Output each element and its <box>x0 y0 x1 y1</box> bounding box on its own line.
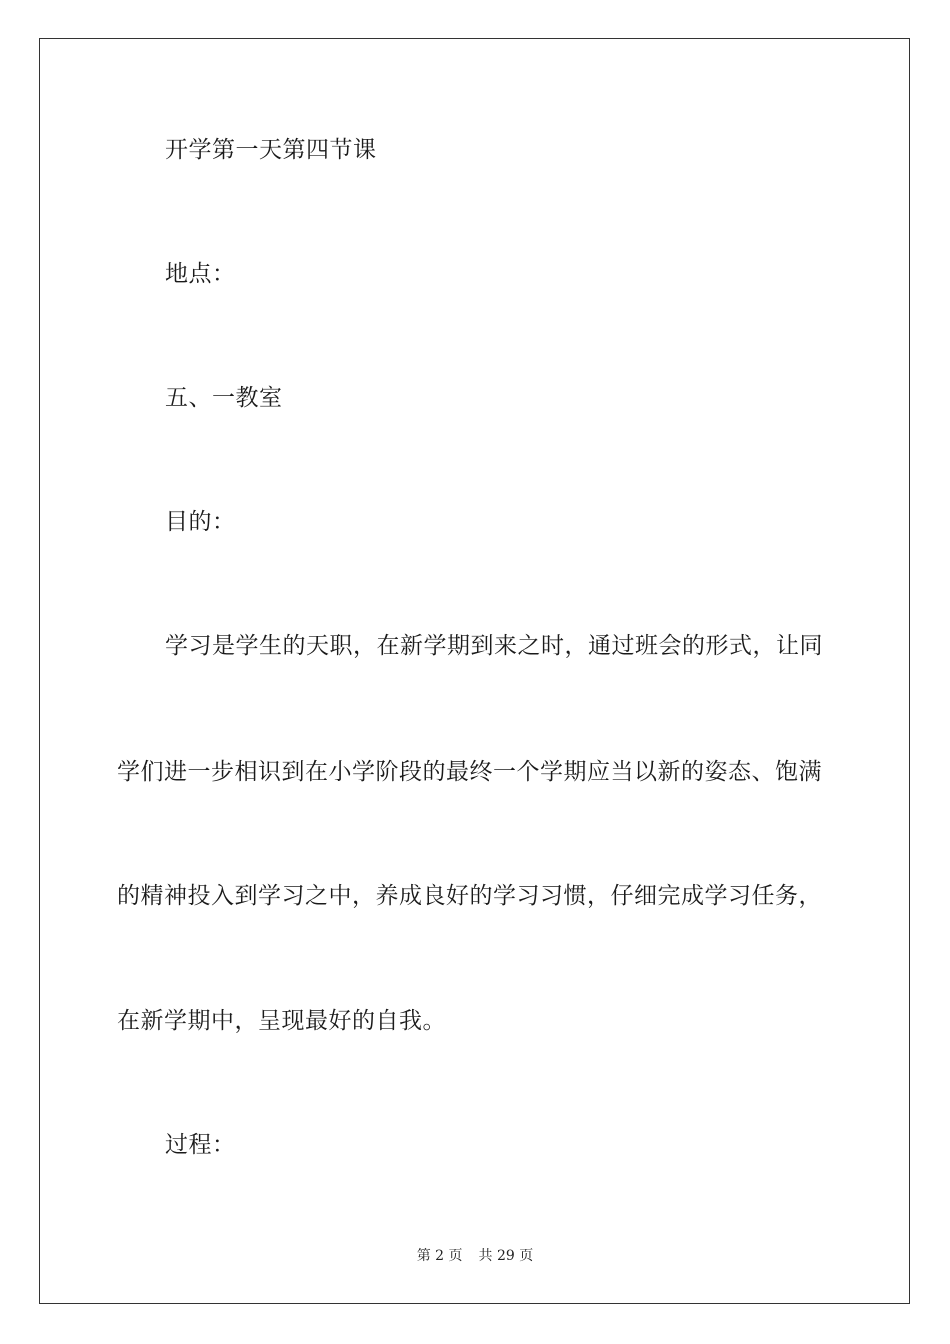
paragraph-process-label: 过程： <box>165 1132 236 1158</box>
paragraph-purpose-line-4: 在新学期中，呈现最好的自我。 <box>117 1008 446 1034</box>
paragraph-purpose-label: 目的： <box>165 509 236 535</box>
paragraph-time: 开学第一天第四节课 <box>165 137 377 163</box>
paragraph-location-label: 地点： <box>165 261 236 287</box>
page-number: 第 2 页 <box>416 1248 463 1264</box>
page-border <box>39 38 910 1304</box>
paragraph-purpose-line-3: 的精神投入到学习之中，养成良好的学习习惯，仔细完成学习任务， <box>117 883 822 909</box>
total-pages: 共 29 页 <box>478 1248 534 1264</box>
page-footer <box>0 1246 950 1266</box>
paragraph-purpose-line-1: 学习是学生的天职，在新学期到来之时，通过班会的形式，让同 <box>165 633 823 659</box>
paragraph-purpose-line-2: 学们进一步相识到在小学阶段的最终一个学期应当以新的姿态、饱满 <box>117 759 822 785</box>
paragraph-location: 五、一教室 <box>165 385 283 411</box>
